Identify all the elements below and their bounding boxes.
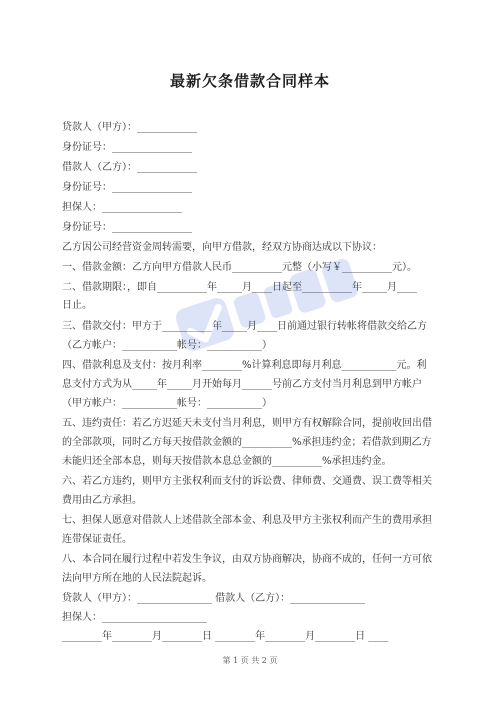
clause-4-line-3: （甲方帐户：___________帐号：___________） <box>62 398 272 409</box>
clause-6-line-1: 六、若乙方违约，则甲方主张权利而支付的诉讼费、律师费、交通费、误工费等相关 <box>62 476 432 487</box>
document-title: 最新欠条借款合同样本 <box>169 72 330 90</box>
page-footer: 第 1 页 共 2 页 <box>222 656 278 665</box>
clause-6-line-2: 费用由乙方承担。 <box>62 495 142 506</box>
clause-7-line-2: 连带保证责任。 <box>62 534 132 545</box>
clause-3-line-2: （乙方帐户：___________帐号：___________） <box>62 340 272 351</box>
clause-8-line-1: 八、本合同在履行过程中若发生争议，由双方协商解决，协商不成的，任何一方可依 <box>62 554 432 565</box>
guarantor-id-line: 身份证号：________________ <box>62 222 192 233</box>
intro-line: 乙方因公司经营资金周转需要，向甲方借款，经双方协商达成以下协议： <box>62 242 382 253</box>
clause-5-line-3: 未能归还全部本息，则每天按借款本息总金额的__________%承担违约金。 <box>62 456 392 467</box>
lender-id-line: 身份证号：________________ <box>62 142 192 153</box>
lender-line: 贷款人（甲方）：____________ <box>62 122 197 133</box>
signature-parties-line: 贷款人（甲方）：_______________ 借款人（乙方）：_______________ <box>62 593 366 604</box>
borrower-id-line: 身份证号：________________ <box>62 182 192 193</box>
guarantor-line: 担保人：________________ <box>62 202 182 213</box>
clause-3-line-1: 三、借款交付：甲方于__________年_____月____日前通过银行转帐将借款交给乙方 <box>62 321 427 332</box>
clause-5-line-2: 的全部款项，同时乙方每天按借款金额的__________%承担违约金；若借款到期乙方 <box>62 437 432 448</box>
clause-8-line-2: 法向甲方所在地的人民法院起诉。 <box>62 573 212 584</box>
borrower-line: 借款人（乙方）：____________ <box>62 162 197 173</box>
signature-date-line: ________年________月________日 ________年________月________日 ____ <box>62 631 389 642</box>
clause-1: 一、借款金额：乙方向甲方借款人民币__________元整（小写￥__________元）。 <box>62 262 417 273</box>
clause-7-line-1: 七、担保人愿意对借款人上述借款全部本金、利息及甲方主张权利而产生的费用承担 <box>62 515 432 526</box>
clause-4-line-2: 息支付方式为从_____年_____月开始每月______号前乙方支付当月利息到甲方帐户 <box>62 379 422 390</box>
clause-2-line-2: 日止。 <box>62 300 92 311</box>
clause-2-line-1: 二、借款期限：，即自__________年_____月____日起至__________年_____月____ <box>62 282 417 293</box>
signature-guarantor-line: 担保人：_____________________ <box>62 612 207 623</box>
clause-5-line-1: 五、违约责任：若乙方迟延天未支付当月利息，则甲方有权解除合同，提前收回出借 <box>62 418 432 429</box>
clause-4-line-1: 四、借款利息及支付：按月利率________%计算利息即每月利息___________元。利 <box>62 360 427 371</box>
